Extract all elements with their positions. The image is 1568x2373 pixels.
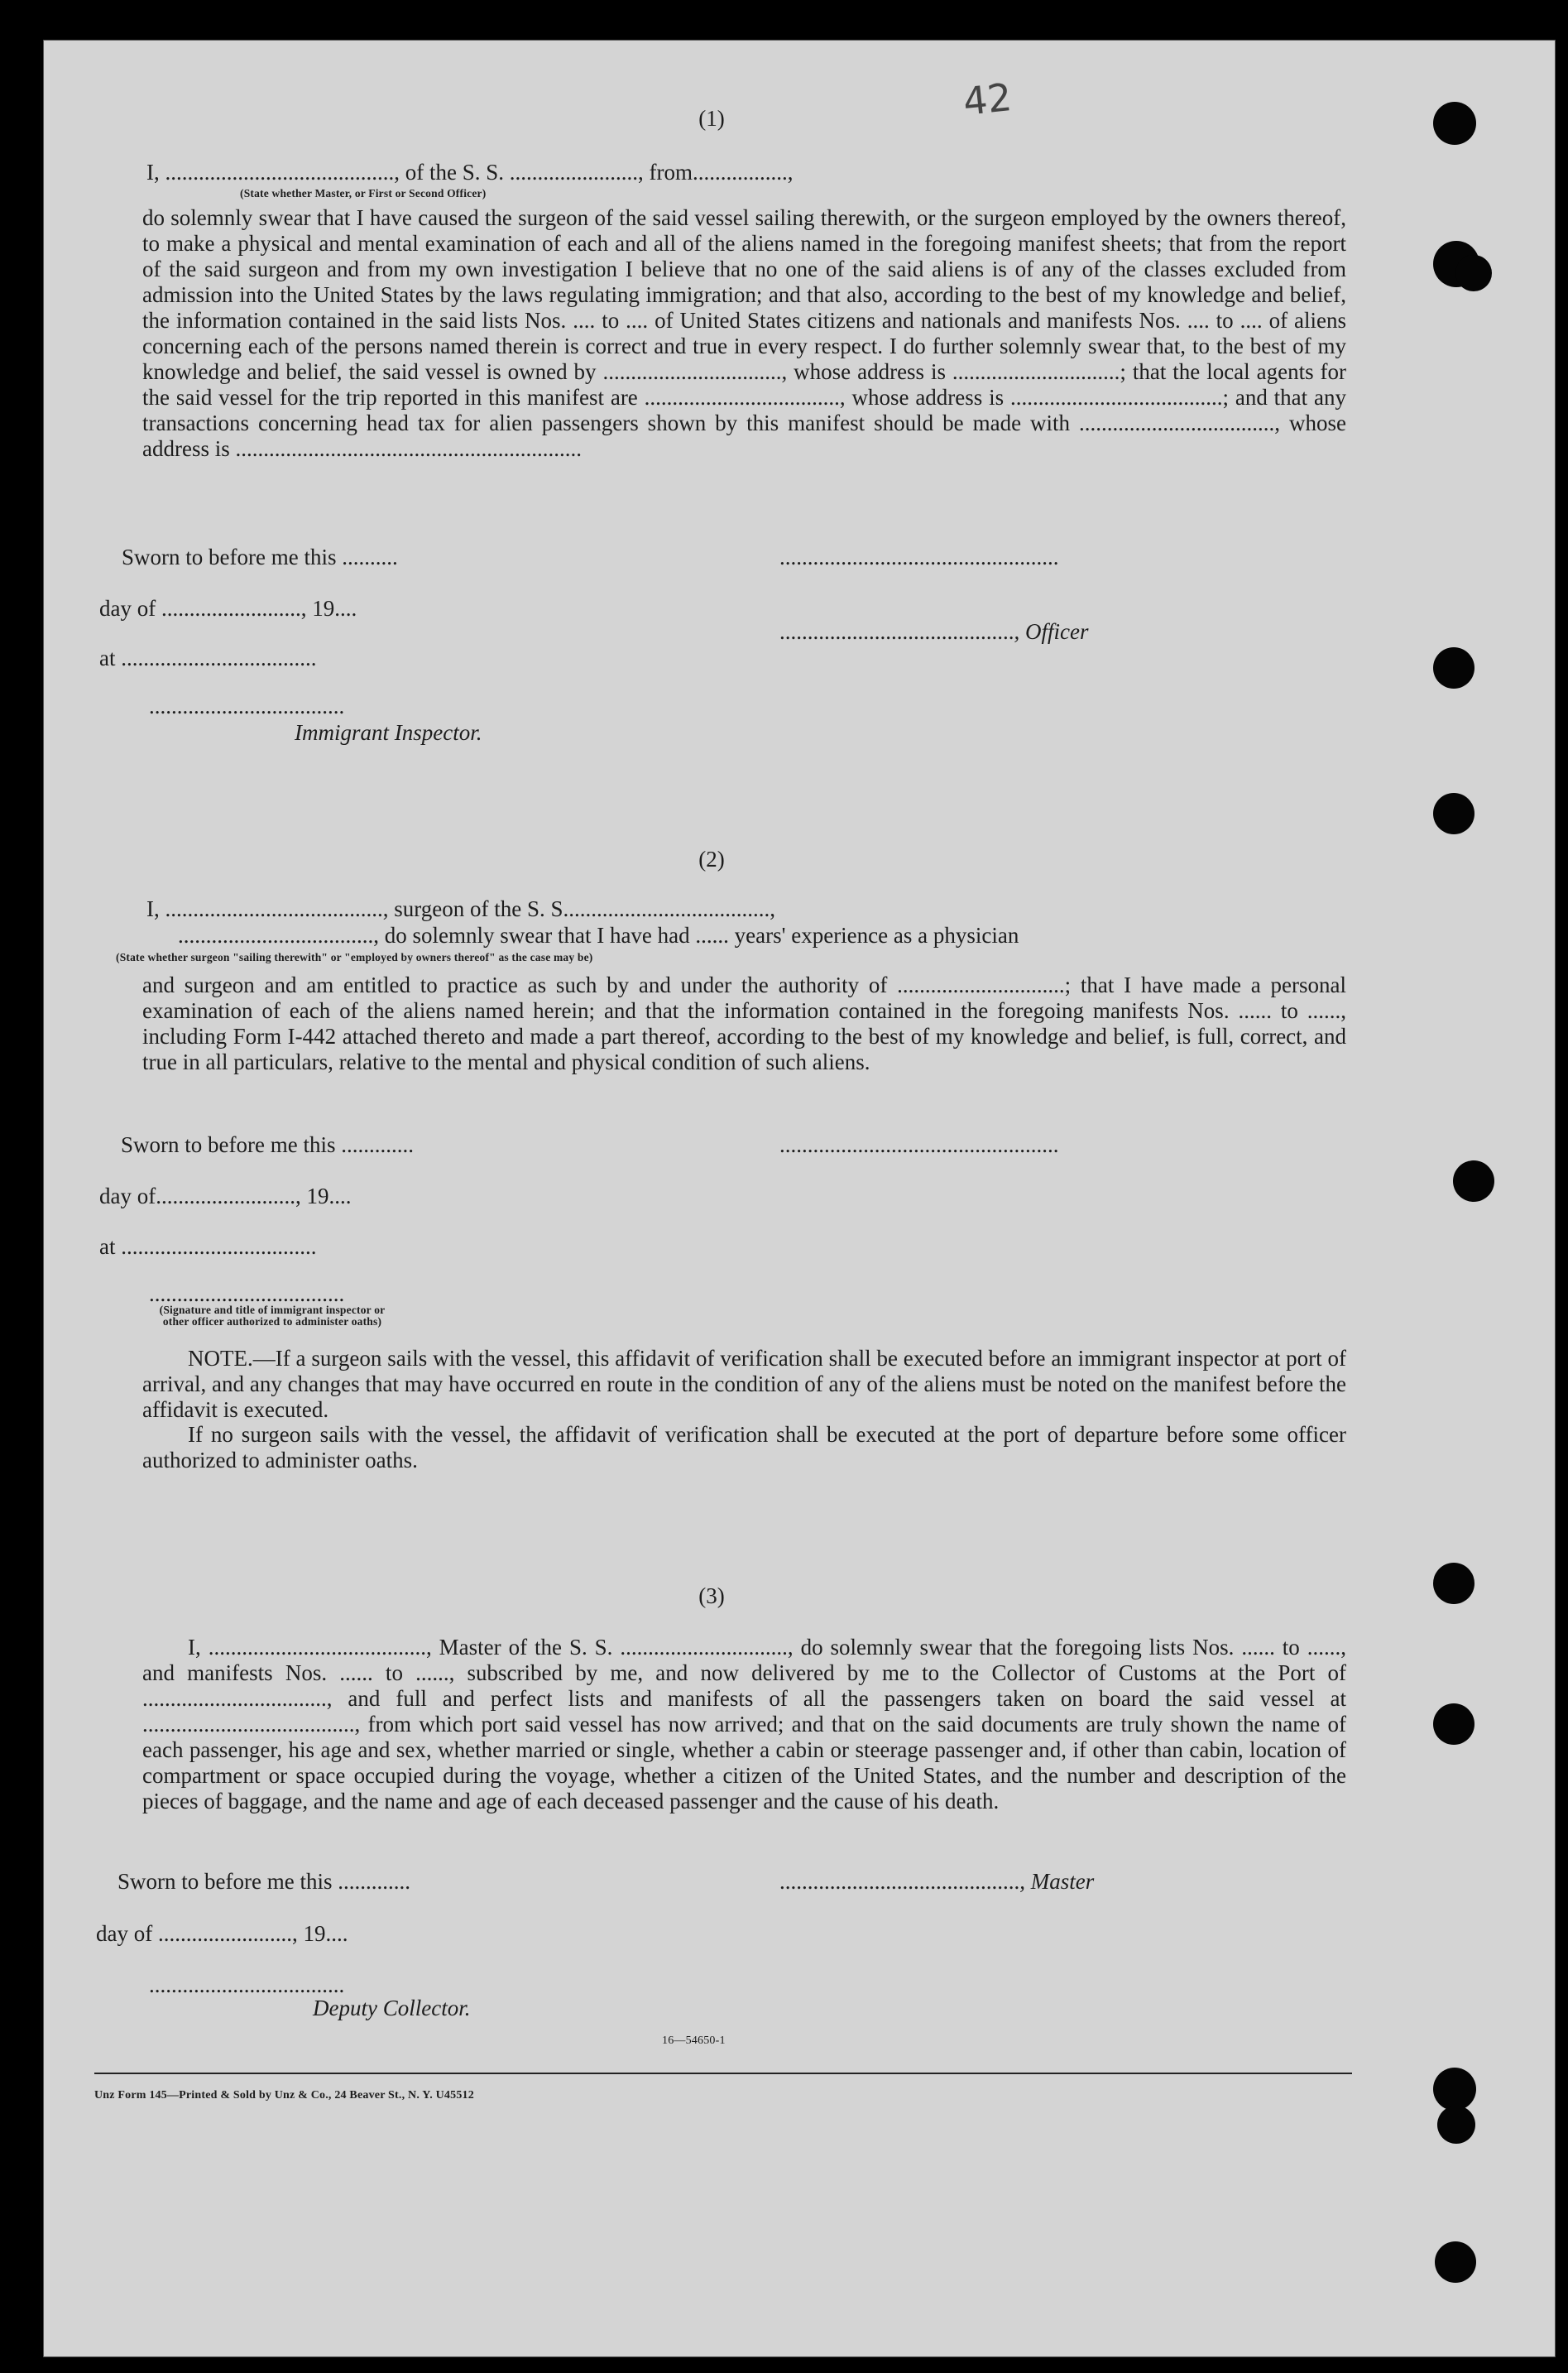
s2-at: at ...................................: [99, 1234, 317, 1259]
s1-paragraph: do solemnly swear that I have caused the surgeon of the said vessel sailing therewith, or the surgeon employed by the owners thereof, to make a physical and mental examination of each and all of the aliens named in the foregoing manifest sheets; that from the report of the said surgeon and from my own investigation I believe that no one of the said aliens is of any of the classes excluded from admission into the United States by the laws regulating immigration; and that also, according to the best of my knowledge and belief, the information contained in the said lists Nos. .... to .... of United States citizens and nationals and manifests Nos. .... to .... of aliens concerning each of the persons named therein is correct and true in every respect. I do further solemnly swear that, to the best of my knowledge and belief, the said vessel is owned by ................................, whose address is ..............................; that the local agents for the said vessel for the trip reported in this manifest are ..................................., whose address is ......................................; and that any transactions concerning head tax for alien passengers shown by this manifest should be made with ..................................., whose address is ..............................................................: [142, 205, 1346, 461]
binder-hole: [1433, 793, 1474, 834]
binder-hole: [1453, 1160, 1494, 1202]
printer-footer: Unz Form 145—Printed & Sold by Unz & Co., 24 Beaver St., N. Y. U45512: [94, 2089, 474, 2102]
footer-rule: [94, 2073, 1352, 2074]
s1-officer-label: , Officer: [1014, 619, 1089, 644]
s2-day: day of........................., 19....: [99, 1184, 352, 1208]
s3-collector-line: ...................................: [149, 1972, 345, 1997]
s2-note-paragraph-2: If no surgeon sails with the vessel, the affidavit of verification shall be executed at the port of departure before some officer authorized to administer oaths.: [142, 1422, 1346, 1472]
s1-line1: I, ........................................., of the S. S. ......................., from.................,: [146, 160, 794, 185]
s2-line1: I, ......................................., surgeon of the S. S.....................................,: [146, 896, 775, 921]
binder-hole: [1435, 2241, 1476, 2283]
section-3-number: (3): [698, 1583, 725, 1608]
s2-note-paragraph-1: NOTE.—If a surgeon sails with the vessel, this affidavit of verification shall be executed before an immigrant inspector at port of arrival, and any changes that may have occurred en route in the condition of any of the aliens must be noted on the manifest before the affidavit is executed.: [142, 1346, 1346, 1422]
s2-line2: ..................................., do solemnly swear that I have had ...... years' experience as a physician: [178, 923, 1019, 948]
s3-day: day of ........................, 19....: [96, 1921, 348, 1946]
binder-hole: [1433, 2068, 1476, 2111]
s1-inspector-line: ...................................: [149, 694, 345, 718]
s1-right-line: ..................................................: [779, 545, 1059, 569]
s2-right-line: ..................................................: [779, 1132, 1059, 1157]
s2-line2-note: (State whether surgeon "sailing therewith" or "employed by owners thereof" as the case may be): [116, 951, 593, 963]
binder-hole: [1433, 1563, 1474, 1604]
s2-signature-line: ...................................: [149, 1281, 345, 1306]
s1-officer-dots: ..........................................: [779, 619, 1014, 644]
binder-hole: [1437, 2106, 1475, 2144]
s1-day: day of ........................., 19....: [99, 596, 357, 621]
s3-master-signature-line: [779, 1869, 1094, 1895]
binder-hole: [1433, 1703, 1474, 1745]
section-2-number: (2): [698, 847, 725, 872]
form-page: [43, 40, 1556, 2357]
s2-paragraph: and surgeon and am entitled to practice as such by and under the authority of ..............................; that I have made a personal examination of each of the aliens named herein; and that the information contained in the foregoing manifests Nos. ...... to ......, including Form I-442 attached thereto and made a part thereof, according to the best of my knowledge and belief, is full, correct, and true in all particulars, relative to the mental and physical condition of such aliens.: [142, 973, 1346, 1074]
handwritten-page-number: 42: [961, 74, 1014, 124]
s1-sworn: Sworn to before me this ..........: [122, 545, 398, 569]
s1-line1-note: (State whether Master, or First or Second Officer): [240, 187, 487, 199]
binder-hole: [1433, 102, 1476, 145]
s3-paragraph: I, ......................................., Master of the S. S. .............................., do solemnly swear that the foregoing lists Nos. ...... to ......, and manifests Nos. ...... to ......, subscribed by me, and now delivered by me to the Collector of Customs at the Port of ................................., and full and perfect lists and manifests of all the passengers taken on board the said vessel at ......................................, from which port said vessel has now arrived; and that on the said documents are truly shown the name of each passenger, his age and sex, whether married or single, whether a cabin or steerage passenger and, if other than cabin, location of compartment or space occupied during the voyage, whether a citizen of the United States, and the number and description of the pieces of baggage, and the name and age of each deceased passenger and the cause of his death.: [142, 1635, 1346, 1813]
binder-hole: [1433, 647, 1474, 689]
s1-officer-signature-line: [779, 619, 1088, 645]
s3-master-dots: ...........................................: [779, 1869, 1020, 1894]
s2-sworn: Sworn to before me this .............: [121, 1132, 414, 1157]
s1-at: at ...................................: [99, 646, 317, 670]
s2-signature-note: (Signature and title of immigrant inspector or other officer authorized to administer oaths): [159, 1304, 386, 1328]
s3-sworn: Sworn to before me this .............: [117, 1869, 410, 1894]
s3-master-label: , Master: [1019, 1869, 1095, 1894]
binder-hole: [1455, 255, 1492, 291]
form-number: 16—54650-1: [662, 2034, 726, 2047]
s3-collector-label: Deputy Collector.: [313, 1996, 471, 2020]
s1-inspector-label: Immigrant Inspector.: [295, 720, 482, 745]
section-1-number: (1): [698, 106, 725, 131]
